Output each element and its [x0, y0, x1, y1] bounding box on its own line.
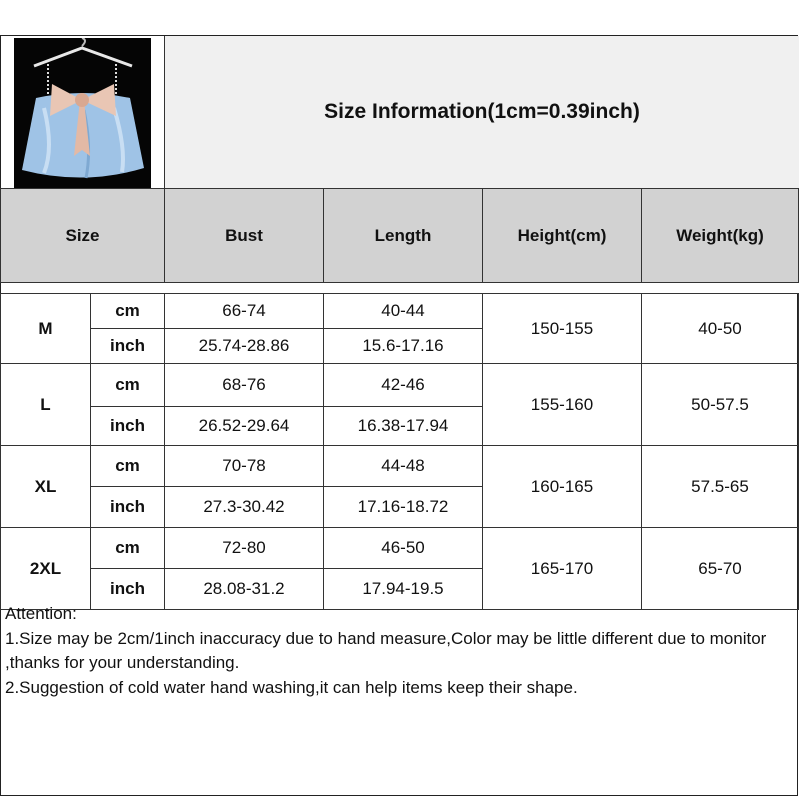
attention-heading: Attention:	[5, 604, 77, 623]
unit-label: inch	[91, 487, 165, 528]
weight-value: 65-70	[642, 528, 799, 610]
weight-value: 40-50	[642, 294, 799, 364]
table-row	[1, 446, 799, 487]
size-label: XL	[1, 446, 91, 528]
table-row	[1, 294, 799, 329]
table-row	[1, 528, 799, 569]
size-label: L	[1, 364, 91, 446]
size-table	[0, 188, 799, 610]
weight-value: 50-57.5	[642, 364, 799, 446]
bust-cm: 66-74	[165, 294, 324, 329]
length-cm: 46-50	[324, 528, 483, 569]
attention-notes	[5, 602, 785, 700]
title-cell	[164, 36, 799, 188]
height-value: 165-170	[483, 528, 642, 610]
length-inch: 17.94-19.5	[324, 569, 483, 610]
size-label: 2XL	[1, 528, 91, 610]
unit-label: inch	[91, 407, 165, 446]
bust-inch: 27.3-30.42	[165, 487, 324, 528]
col-header-height: Height(cm)	[483, 189, 642, 283]
bust-cm: 68-76	[165, 364, 324, 407]
attention-line-2: 2.Suggestion of cold water hand washing,it can help items keep their shape.	[5, 677, 578, 697]
bust-inch: 25.74-28.86	[165, 329, 324, 364]
height-value: 160-165	[483, 446, 642, 528]
length-cm: 40-44	[324, 294, 483, 329]
bust-cm: 72-80	[165, 528, 324, 569]
bust-cm: 70-78	[165, 446, 324, 487]
weight-value: 57.5-65	[642, 446, 799, 528]
col-header-length: Length	[324, 189, 483, 283]
page-title: Size Information(1cm=0.39inch)	[324, 100, 640, 123]
length-inch: 17.16-18.72	[324, 487, 483, 528]
col-header-weight: Weight(kg)	[642, 189, 799, 283]
col-header-size: Size	[1, 189, 165, 283]
product-photo	[14, 38, 151, 188]
unit-label: cm	[91, 294, 165, 329]
length-cm: 42-46	[324, 364, 483, 407]
bust-inch: 28.08-31.2	[165, 569, 324, 610]
unit-label: cm	[91, 528, 165, 569]
table-row	[1, 364, 799, 407]
row-gap	[1, 283, 799, 294]
col-header-bust: Bust	[165, 189, 324, 283]
unit-label: cm	[91, 446, 165, 487]
bust-inch: 26.52-29.64	[165, 407, 324, 446]
table-header-row	[1, 189, 799, 283]
unit-label: cm	[91, 364, 165, 407]
size-label: M	[1, 294, 91, 364]
unit-label: inch	[91, 569, 165, 610]
length-cm: 44-48	[324, 446, 483, 487]
height-value: 155-160	[483, 364, 642, 446]
length-inch: 15.6-17.16	[324, 329, 483, 364]
height-value: 150-155	[483, 294, 642, 364]
attention-line-1: 1.Size may be 2cm/1inch inaccuracy due to hand measure,Color may be little different due to monitor ,thanks for your understanding.	[5, 628, 767, 672]
unit-label: inch	[91, 329, 165, 364]
length-inch: 16.38-17.94	[324, 407, 483, 446]
